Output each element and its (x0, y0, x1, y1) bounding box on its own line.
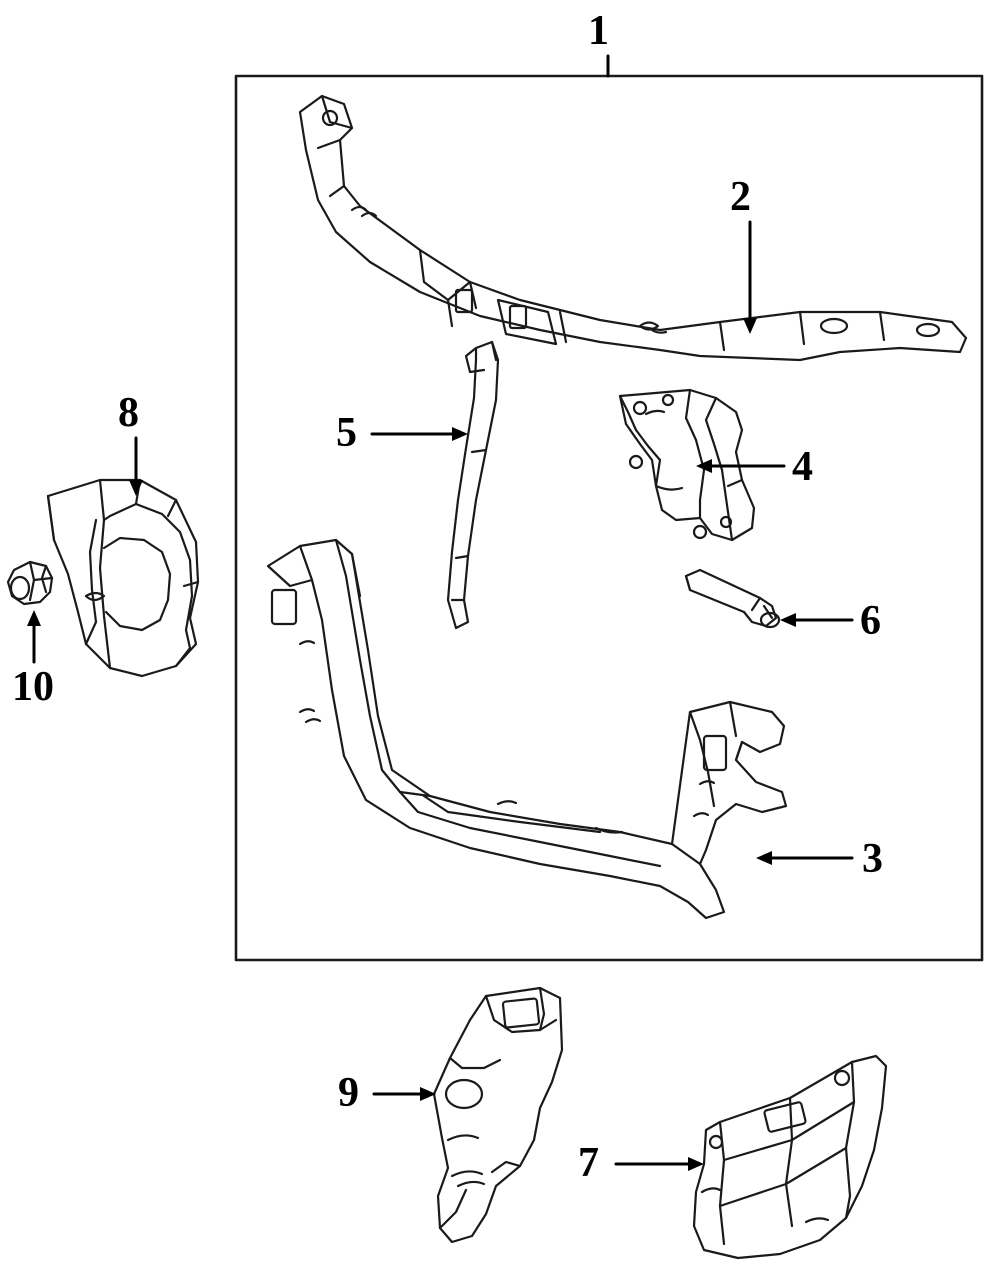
callout-label-2: 2 (730, 174, 751, 220)
part-1-assembly-frame (236, 76, 982, 960)
part-10-retainer-clip (8, 562, 52, 604)
callout-label-5: 5 (336, 410, 357, 456)
callout-label-9: 9 (338, 1070, 359, 1116)
callout-label-6: 6 (860, 598, 881, 644)
callout-label-8: 8 (118, 390, 139, 436)
callout-label-7: 7 (578, 1140, 599, 1186)
part-7-splash-shield (694, 1056, 886, 1258)
callout-label-1: 1 (588, 8, 609, 54)
part-9-bracket-panel (434, 988, 562, 1242)
callout-label-4: 4 (792, 444, 813, 490)
part-8-fender-shield (48, 480, 198, 676)
callout-label-10: 10 (12, 664, 54, 710)
callout-label-3: 3 (862, 836, 883, 882)
